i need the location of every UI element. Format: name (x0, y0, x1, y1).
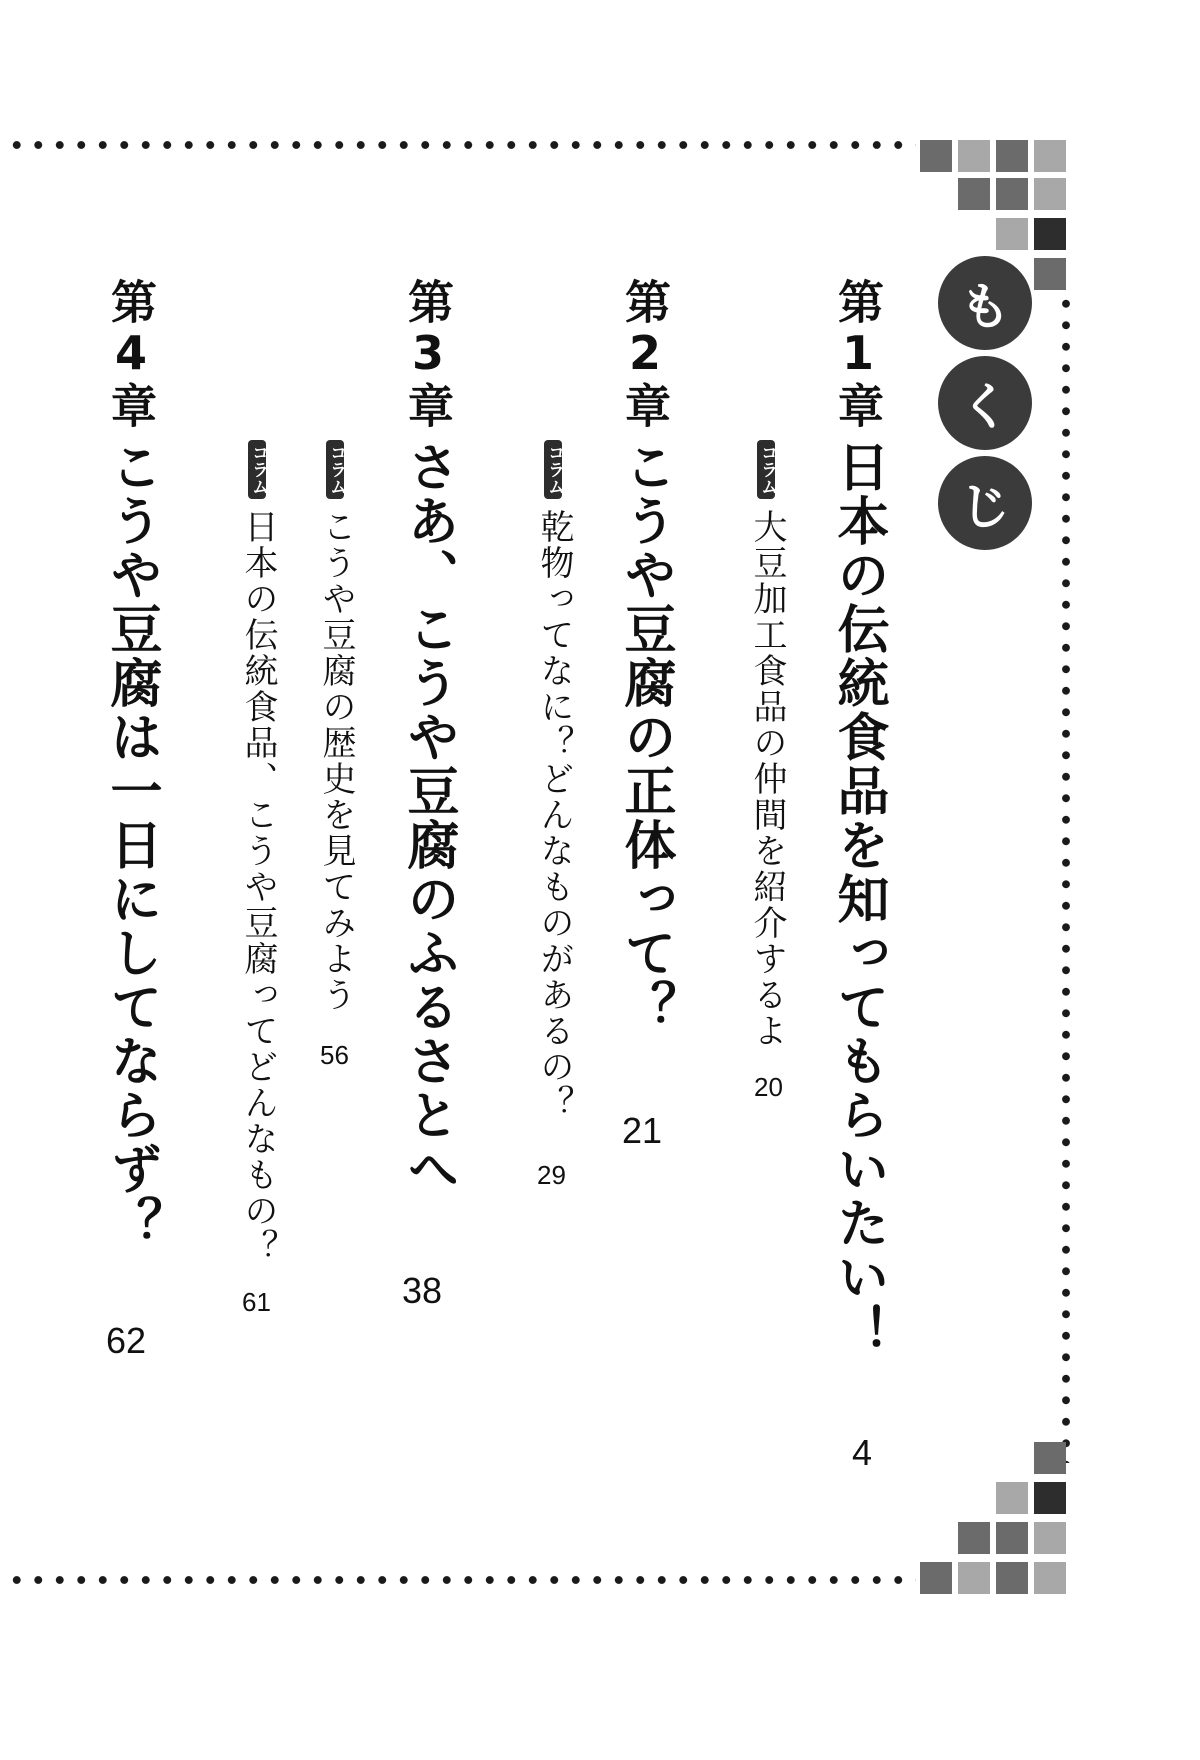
chapter-2-title[interactable]: こうや豆腐の正体って？ (615, 440, 675, 1034)
column-3b-title[interactable]: コラム日本の伝統食品、こうや豆腐ってどんなもの？ (241, 440, 275, 1265)
column-badge: コラム (544, 440, 562, 499)
chapter-1-page: 4 (852, 1432, 873, 1473)
chapter-4-title[interactable]: こうや豆腐は一日にしてならず？ (101, 440, 161, 1250)
column-badge: コラム (326, 440, 344, 499)
dotted-border-right (1061, 293, 1071, 1463)
column-2-page: 29 (537, 1160, 566, 1190)
column-badge: コラム (248, 440, 266, 499)
mokuji-char: も (938, 256, 1032, 350)
column-1-title[interactable]: コラム大豆加工食品の仲間を紹介するよ (750, 440, 784, 1049)
mokuji-char: じ (938, 456, 1032, 550)
column-1-page: 20 (754, 1072, 783, 1102)
column-3b-page: 61 (242, 1287, 271, 1317)
dotted-border-bottom (6, 1575, 916, 1585)
chapter-1-title[interactable]: 日本の伝統食品を知ってもらいたい！ (828, 440, 888, 1358)
chapter-3-page: 38 (402, 1270, 443, 1311)
chapter-4-label: 第4章 (104, 278, 158, 430)
column-2-title[interactable]: コラム乾物ってなに？どんなものがあるの？ (537, 440, 571, 1121)
chapter-3-title[interactable]: さあ、こうや豆腐のふるさとへ (398, 440, 458, 1196)
chapter-2-page: 21 (622, 1110, 663, 1151)
chapter-1-label: 第1章 (831, 278, 885, 430)
chapter-4-page: 62 (106, 1320, 147, 1361)
chapter-2-label: 第2章 (618, 278, 672, 430)
column-badge: コラム (757, 440, 775, 499)
mokuji-heading (938, 256, 1032, 556)
dotted-border-top (6, 140, 916, 150)
column-3a-title[interactable]: コラムこうや豆腐の歴史を見てみよう (319, 440, 353, 1013)
mokuji-char: く (938, 356, 1032, 450)
column-3a-page: 56 (320, 1040, 349, 1070)
chapter-3-label: 第3章 (401, 278, 455, 430)
